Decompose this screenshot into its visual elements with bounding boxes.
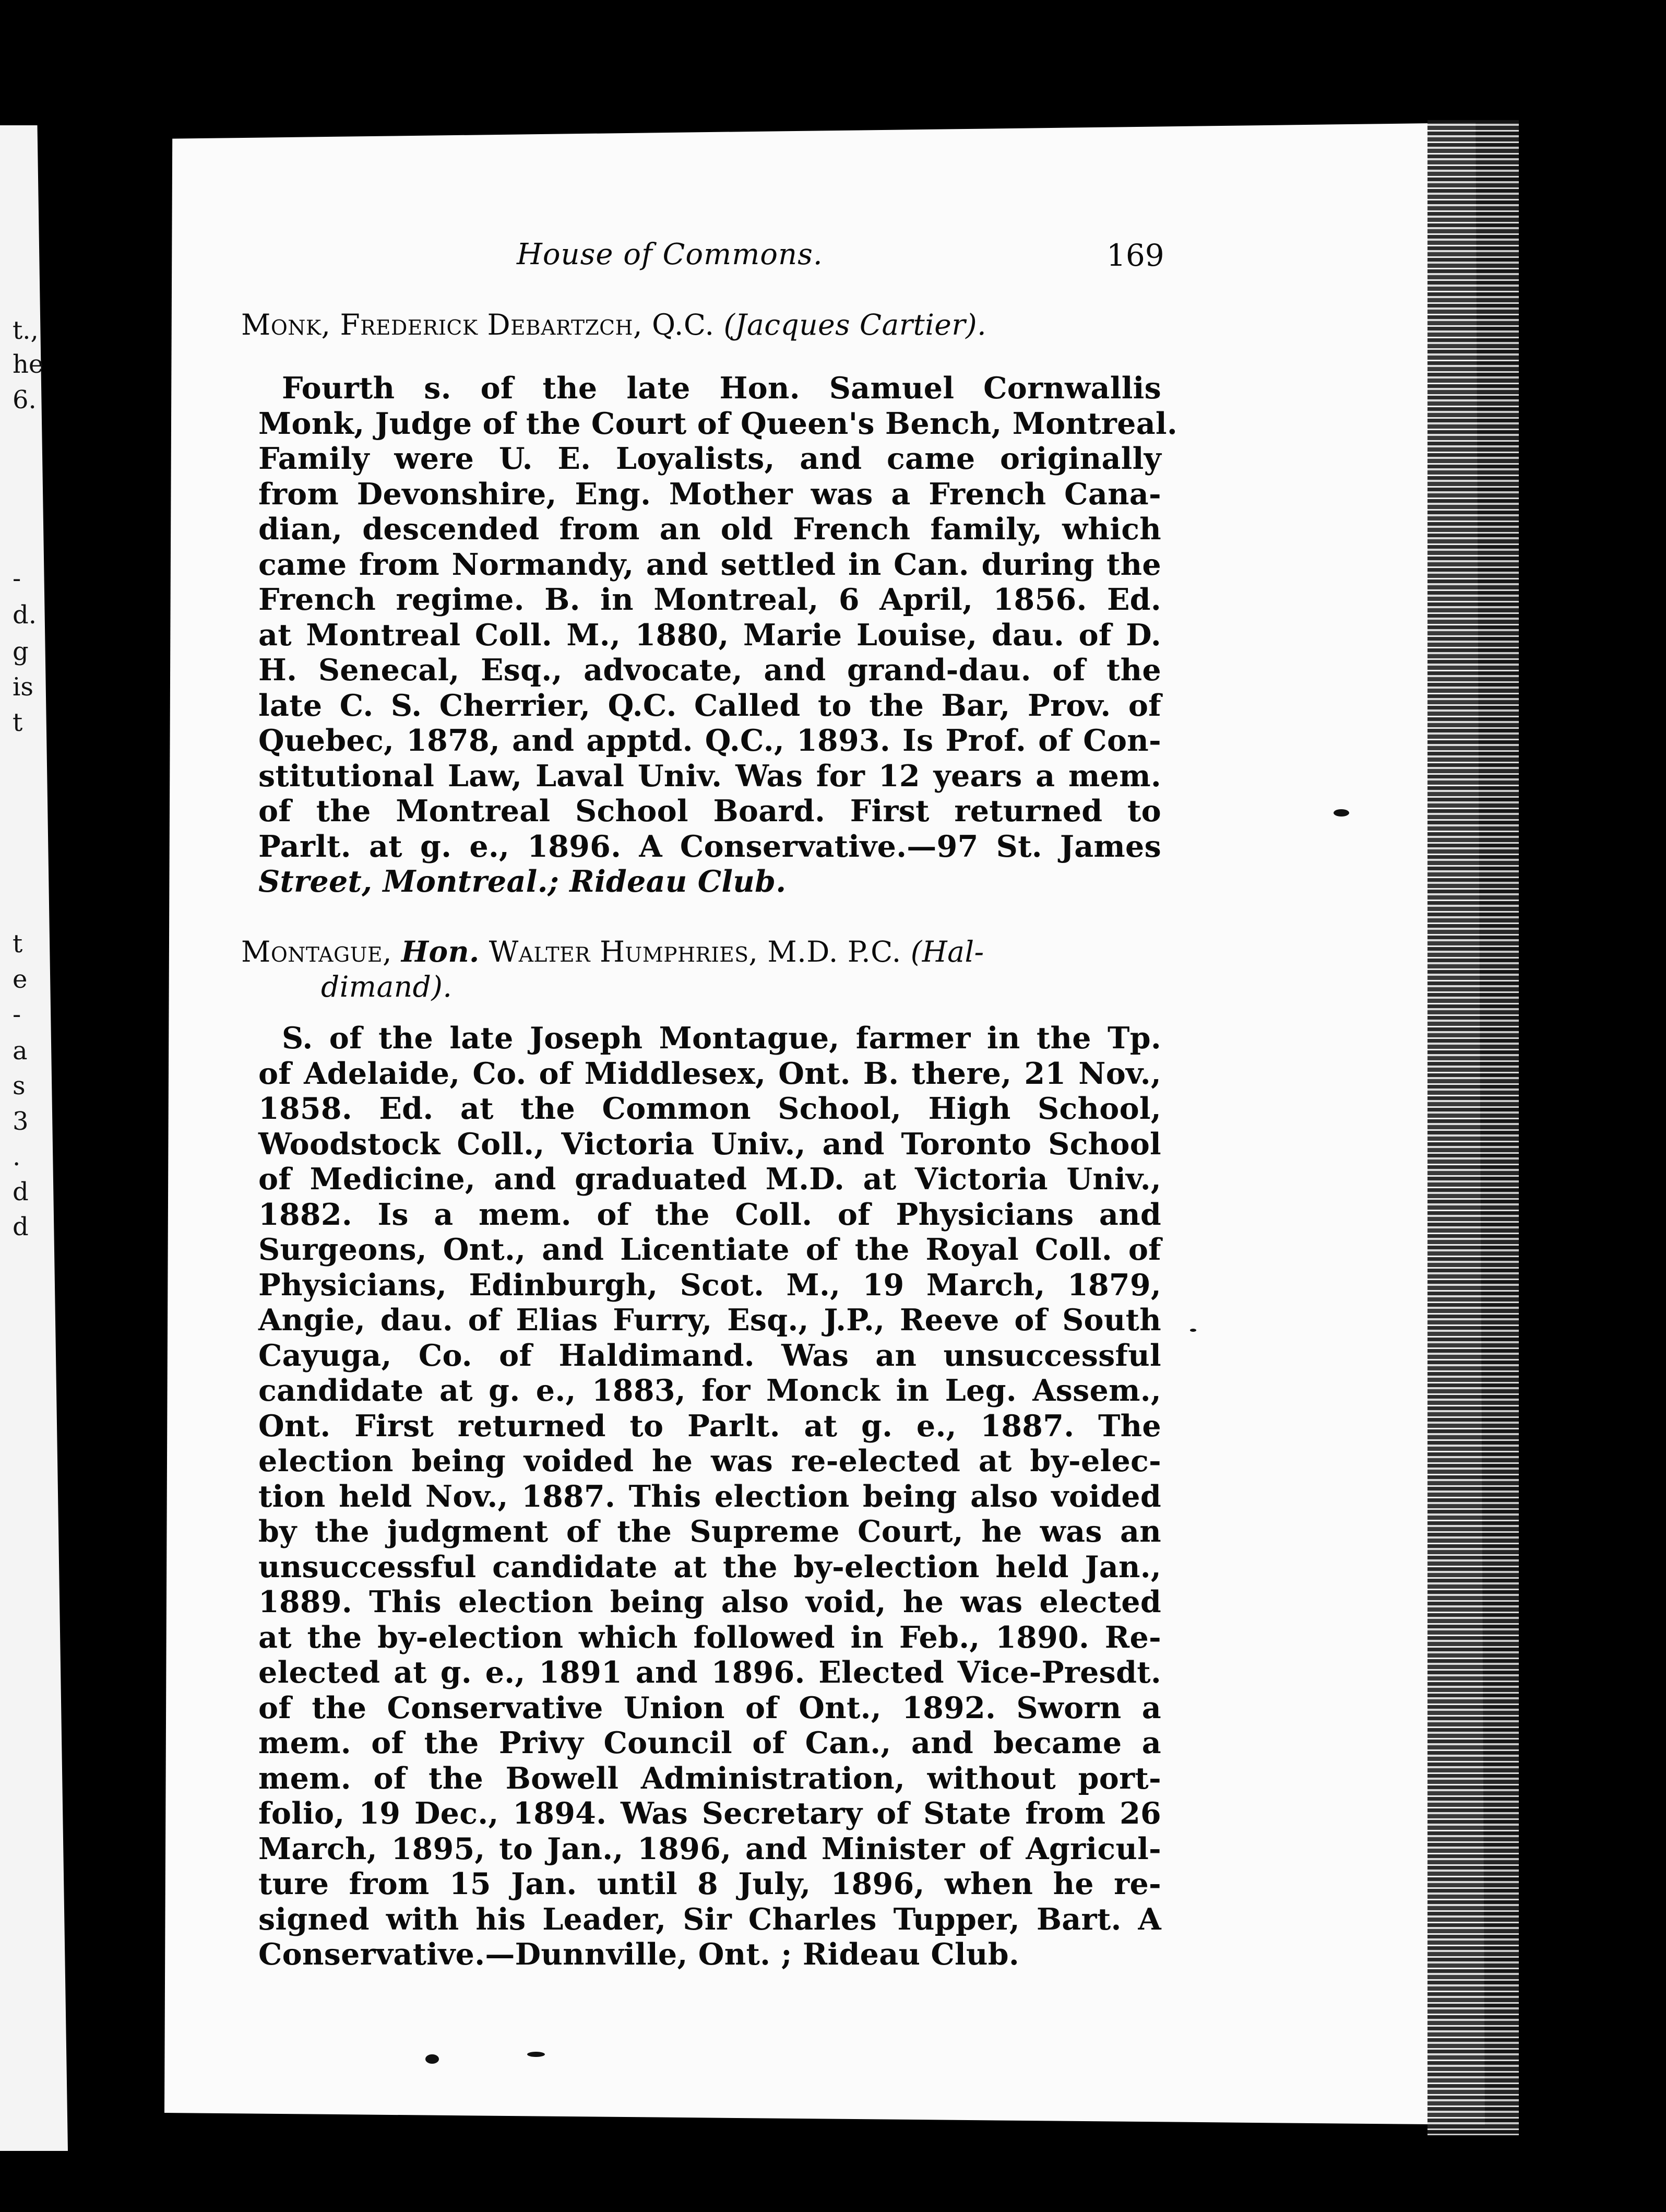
text-line: Surgeons, Ont., and Licentiate of the Royal Coll. of (258, 1232, 1161, 1267)
entry-given-names: Walter Humphries, (489, 935, 758, 968)
entry-title: Hon. (401, 935, 480, 968)
entry-riding: (Hal- (910, 935, 984, 968)
text-line: March, 1895, to Jan., 1896, and Minister of Agricul- (258, 1831, 1161, 1866)
text-line: candidate at g. e., 1883, for Monck in Leg. Assem., (258, 1373, 1161, 1408)
text-line: of Medicine, and graduated M.D. at Victoria Univ., (258, 1162, 1161, 1197)
text-line: tion held Nov., 1887. This election being also voided (258, 1478, 1161, 1514)
text-line: signed with his Leader, Sir Charles Tupper, Bart. A (258, 1901, 1161, 1937)
text-line: Physicians, Edinburgh, Scot. M., 19 March, 1879, (258, 1267, 1161, 1303)
entry-riding: (Jacques Cartier). (723, 308, 987, 341)
text-line: 1858. Ed. at the Common School, High School, (258, 1091, 1161, 1126)
left-fragment: 3 (13, 1107, 29, 1136)
left-fragment: - (13, 1000, 21, 1029)
text-line: folio, 19 Dec., 1894. Was Secretary of State from 26 (258, 1796, 1161, 1831)
entry-heading-montague (241, 935, 984, 968)
entry-given-names: Frederick Debartzch, (340, 308, 643, 341)
left-fragment: d. (13, 600, 37, 630)
scan-speck (527, 2052, 545, 2057)
running-head: House of Commons. (517, 238, 823, 271)
left-fragment: d (13, 1212, 29, 1241)
text-line: French regime. B. in Montreal, 6 April, 1856. Ed. (258, 582, 1161, 617)
left-fragment: is (13, 672, 33, 702)
page-number: 169 (1106, 238, 1164, 273)
left-fragment: s (13, 1071, 26, 1101)
left-fragment: 6. (13, 385, 37, 415)
entry-heading-monk (241, 308, 986, 341)
text-line: late C. S. Cherrier, Q.C. Called to the Bar, Prov. of (258, 688, 1161, 723)
left-fragment: t., (13, 316, 39, 345)
entry-surname: Montague, (241, 935, 392, 968)
left-fragment: he (13, 350, 44, 379)
text-line: Family were U. E. Loyalists, and came originally (258, 441, 1161, 476)
left-fragment: e (13, 965, 28, 994)
text-line: Angie, dau. of Elias Furry, Esq., J.P., Reeve of South (258, 1303, 1161, 1338)
scan-speck (425, 2054, 439, 2064)
text-line: by the judgment of the Supreme Court, he was an (258, 1514, 1161, 1549)
left-fragment: . (13, 1142, 21, 1172)
text-line: Quebec, 1878, and apptd. Q.C., 1893. Is Prof. of Con- (258, 723, 1161, 758)
text-line: mem. of the Privy Council of Can., and became a (258, 1725, 1161, 1760)
page-edges-gutter (1427, 120, 1519, 2135)
scan-speck (1334, 809, 1349, 817)
text-line: Cayuga, Co. of Haldimand. Was an unsuccessful (258, 1338, 1161, 1373)
text-line: Ont. First returned to Parlt. at g. e., 1887. The (258, 1408, 1161, 1444)
entry-honours: M.D. P.C. (767, 935, 901, 968)
left-fragment: d (13, 1177, 29, 1206)
entry-body-monk (258, 371, 1178, 900)
text-line: of Adelaide, Co. of Middlesex, Ont. B. there, 21 Nov., (258, 1056, 1161, 1091)
text-line: of the Conservative Union of Ont., 1892. Sworn a (258, 1690, 1161, 1725)
left-fragment: - (13, 564, 21, 593)
text-line: mem. of the Bowell Administration, without port- (258, 1760, 1161, 1796)
text-line: stitutional Law, Laval Univ. Was for 12 years a mem. (258, 758, 1161, 794)
text-line: Fourth s. of the late Hon. Samuel Cornwallis (282, 371, 1161, 406)
text-line: at Montreal Coll. M., 1880, Marie Louise, dau. of D. (258, 617, 1161, 653)
text-line: S. of the late Joseph Montague, farmer in the Tp. (282, 1021, 1161, 1056)
left-fragment: g (13, 637, 29, 666)
entry-riding-continued: dimand). (321, 970, 453, 1003)
left-fragment: t (13, 708, 23, 737)
entry-body-montague (258, 1021, 1161, 1972)
text-line: 1889. This election being also void, he was elected (258, 1584, 1161, 1619)
text-line: Parlt. at g. e., 1896. A Conservative.—97 St. James (258, 829, 1161, 864)
left-fragment: t (13, 929, 23, 959)
text-line: ture from 15 Jan. until 8 July, 1896, when he re- (258, 1866, 1161, 1901)
text-line: 1882. Is a mem. of the Coll. of Physicians and (258, 1197, 1161, 1232)
text-line: election being voided he was re-elected at by-elec- (258, 1444, 1161, 1478)
text-line: elected at g. e., 1891 and 1896. Elected Vice-Presdt. (258, 1655, 1161, 1690)
text-line: Monk, Judge of the Court of Queen's Bench, Montreal. (258, 406, 1178, 441)
scan-speck (1190, 1329, 1196, 1332)
entry-surname: Monk, (241, 308, 331, 341)
text-line: unsuccessful candidate at the by-election held Jan., (258, 1549, 1161, 1584)
text-line: dian, descended from an old French family, which (258, 512, 1161, 547)
text-line: at the by-election which followed in Feb., 1890. Re- (258, 1619, 1161, 1655)
text-line: from Devonshire, Eng. Mother was a French Cana- (258, 476, 1161, 512)
text-line: Woodstock Coll., Victoria Univ., and Toronto School (258, 1126, 1161, 1162)
text-line: H. Senecal, Esq., advocate, and grand-dau. of the (258, 653, 1161, 688)
text-line: Conservative.—Dunnville, Ont. ; Rideau Club. (258, 1937, 1019, 1972)
left-page-fragments (0, 0, 68, 2212)
text-line: came from Normandy, and settled in Can. during the (258, 547, 1161, 582)
text-line: Street, Montreal.; Rideau Club. (258, 864, 787, 899)
text-line: of the Montreal School Board. First returned to (258, 794, 1161, 829)
entry-honours: Q.C. (652, 308, 715, 341)
left-fragment: a (13, 1036, 28, 1066)
